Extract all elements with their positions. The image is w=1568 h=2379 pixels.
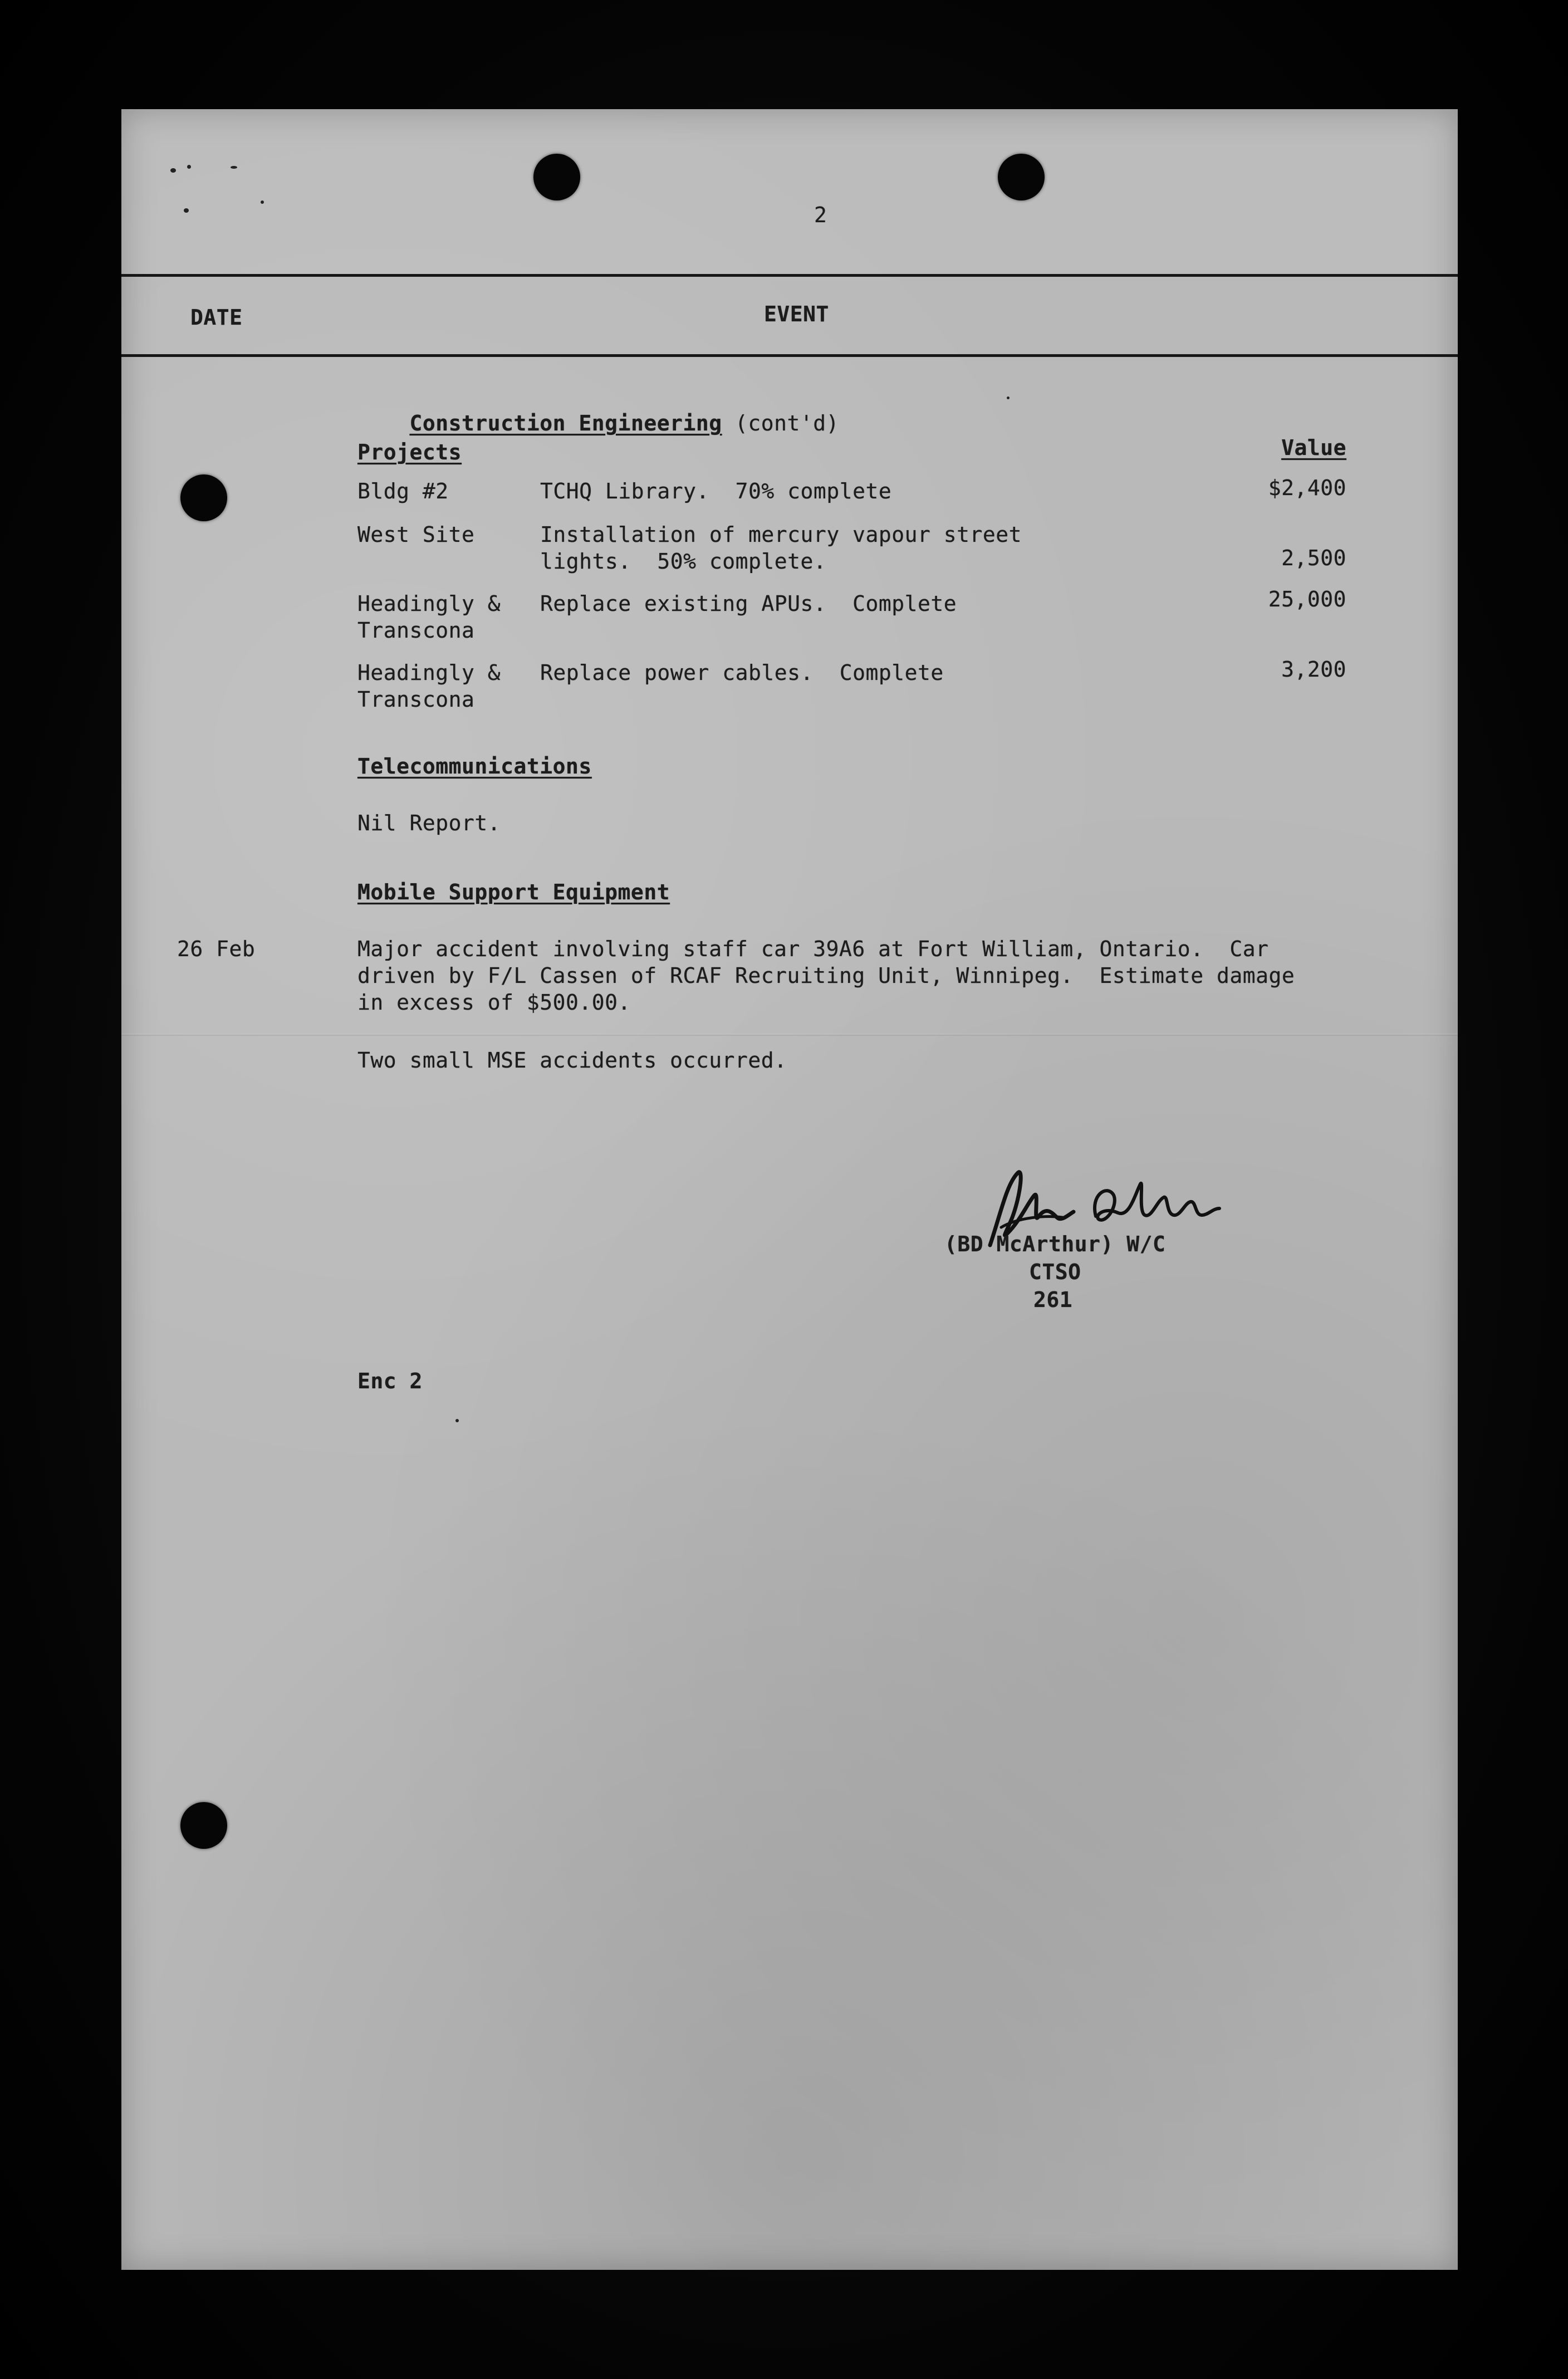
mse-line: Major accident involving staff car 39A6 at Fort William, Ontario. Car [357,937,1269,961]
mse-note: Two small MSE accidents occurred. [357,1048,787,1073]
project-location: West Site [357,522,475,547]
fold-line [121,1034,1458,1036]
mse-title: Mobile Support Equipment [357,880,670,904]
project-location: Transcona [357,687,475,712]
signatory-name: (BD McArthur) W/C [944,1232,1166,1256]
construction-suffix: (cont'd) [734,411,840,435]
project-description: Installation of mercury vapour street [540,522,1022,547]
project-description: Replace existing APUs. Complete [540,591,957,616]
project-location: Headingly & [357,591,501,616]
mse-date: 26 Feb [177,937,256,961]
header-rule-bottom [121,354,1458,357]
speck [187,165,191,169]
punch-hole-left-lower [180,1802,227,1849]
page-number: 2 [814,203,827,227]
punch-hole-top-right [998,154,1045,200]
date-column-header: DATE [190,305,243,330]
project-description: TCHQ Library. 70% complete [540,479,892,503]
punch-hole-left-upper [180,474,227,521]
punch-hole-top-left [533,154,580,200]
speck [170,168,176,173]
enclosure-note: Enc 2 [357,1369,423,1393]
signatory-number: 261 [1033,1288,1073,1312]
telecom-title: Telecommunications [357,754,592,779]
project-value: 2,500 [1281,546,1346,570]
speck [1007,396,1010,399]
speck [261,200,264,204]
speck [455,1419,459,1422]
construction-title: Construction Engineering [409,411,722,435]
mse-line: driven by F/L Cassen of RCAF Recruiting Unit, Winnipeg. Estimate damage [357,963,1295,988]
speck [231,166,237,169]
value-column-header: Value [1281,435,1346,460]
document-page [121,109,1458,2270]
project-description: lights. 50% complete. [540,549,827,574]
project-value: $2,400 [1268,476,1346,500]
telecom-body: Nil Report. [357,811,501,835]
project-value: 25,000 [1268,587,1346,611]
project-location: Bldg #2 [357,479,449,503]
header-band [121,109,1458,275]
projects-column-header: Projects [357,440,462,464]
project-description: Replace power cables. Complete [540,660,944,685]
signatory-title: CTSO [1029,1260,1081,1284]
event-column-header: EVENT [764,302,829,326]
header-rule-top [121,274,1458,277]
project-location: Headingly & [357,660,501,685]
project-value: 3,200 [1281,657,1346,682]
mse-line: in excess of $500.00. [357,990,631,1015]
project-location: Transcona [357,618,475,643]
speck [184,208,189,213]
